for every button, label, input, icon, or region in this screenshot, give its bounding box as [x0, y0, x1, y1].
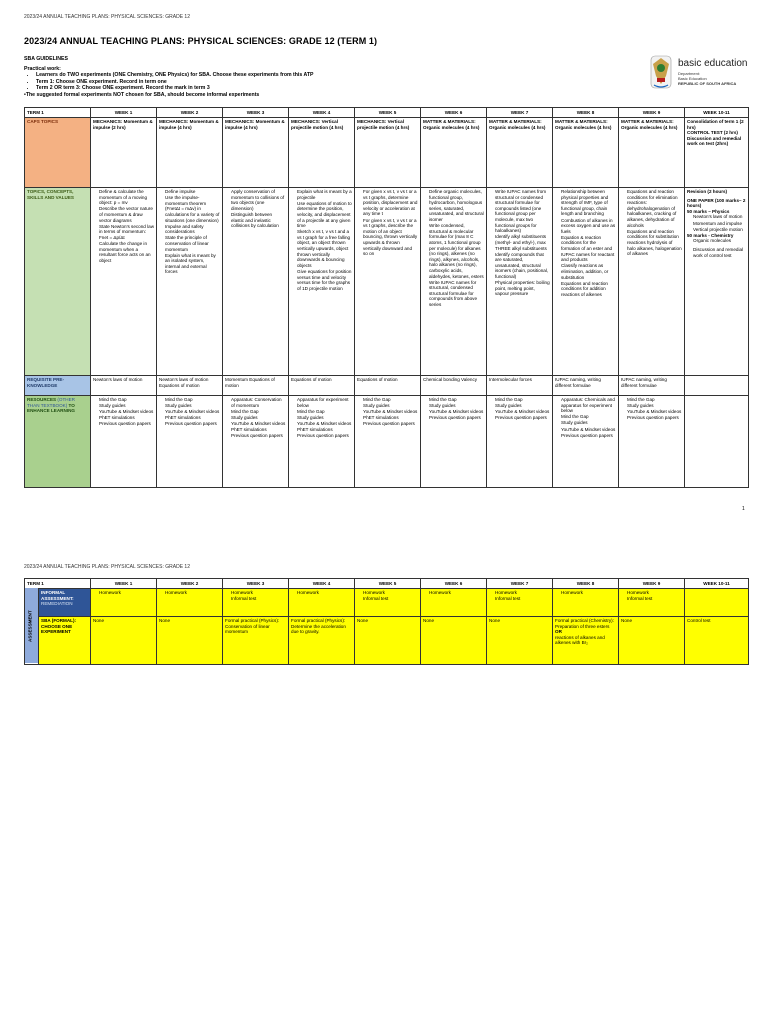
- informal-cell: [421, 588, 487, 616]
- topics-cell: [553, 187, 619, 375]
- week-header: WEEK 10-11: [685, 579, 749, 589]
- resources-cell: [553, 395, 619, 487]
- sba-cell: Control test: [685, 616, 749, 664]
- bullet-item: • Homework: [495, 590, 550, 596]
- revision-line: Revision (2 hours): [687, 189, 728, 195]
- resources-list: [489, 397, 550, 421]
- bullet-item: • Identify compounds that are saturated, unsaturated, structural isomers (chain, positional, functional): [495, 252, 550, 280]
- informal-cell: [619, 588, 685, 616]
- week-header: WEEK 7: [487, 579, 553, 589]
- informal-cell: [355, 588, 421, 616]
- assessment-side-label: ASSESSMENT: [25, 588, 39, 664]
- topics-cell: [289, 187, 355, 375]
- topics-cell: [421, 187, 487, 375]
- caps-cell: MECHANICS: Vertical projectile motion (4 hrs): [289, 117, 355, 187]
- week-header: WEEK 2: [157, 579, 223, 589]
- requisite-cell: Equations of motion: [289, 375, 355, 395]
- bullet-item: • YouTube & Mindset videos: [231, 421, 286, 427]
- running-header: 2023/24 ANNUAL TEACHING PLANS: PHYSICAL SCIENCES: GRADE 12: [24, 14, 190, 20]
- informal-list: [423, 590, 484, 596]
- bullet-item: • Informal test: [627, 596, 682, 602]
- sba-cell: None: [355, 616, 421, 664]
- requisite-label: REQUISITE PRE-KNOWLEDGE: [25, 375, 91, 395]
- requisite-row: [25, 375, 749, 395]
- informal-cell: [223, 588, 289, 616]
- sba-heading: SBA GUIDELINES: [24, 56, 68, 62]
- caps-cell: MATTER & MATERIALS: Organic molecules (4 hrs): [619, 117, 685, 187]
- bullet-item: • Give equations for position versus time and velocity versus time for the graphs of 1D projectile motion: [297, 269, 352, 291]
- sba-guidelines: [24, 56, 624, 99]
- resources-list: [93, 397, 154, 427]
- bullet-item: • Mind the Gap: [231, 409, 286, 415]
- topics-cell: [223, 187, 289, 375]
- sba-chem-line2: Preparation of three esters: [555, 623, 610, 629]
- topics-cell: [487, 187, 553, 375]
- bullet-item: • Apparatus: Chemicals and apparatus for experiment below: [561, 397, 616, 414]
- bullet-item: • Previous question papers: [561, 433, 616, 439]
- bullet-item: • Previous question papers: [231, 433, 286, 439]
- requisite-cell: Momentum Equations of motion: [223, 375, 289, 395]
- informal-cell: [289, 588, 355, 616]
- bullet-item: • PhET simulations: [363, 415, 418, 421]
- informal-list: [621, 590, 682, 602]
- bullet-item: • Identify alkyl substituents (methyl- and ethyl-), max THREE alkyl substituents: [495, 234, 550, 251]
- sba-bullet: • Learners do TWO experiments (ONE Chemistry, ONE Physics) for SBA. Choose these experiments from this ATP: [36, 72, 624, 79]
- bullet-item: • YouTube & Mindset videos: [363, 409, 418, 415]
- running-header: 2023/24 ANNUAL TEACHING PLANS: PHYSICAL SCIENCES: GRADE 12: [24, 564, 190, 570]
- topics-list: [159, 189, 220, 275]
- week-header: WEEK 7: [487, 108, 553, 118]
- resources-cell: [619, 395, 685, 487]
- sba-formal-label: SBA (FORMAL): CHOOSE ONE EXPERIMENT: [39, 616, 91, 664]
- resources-row: [25, 395, 749, 487]
- bullet-item: • PhET simulations: [297, 427, 352, 433]
- coat-of-arms-icon: [648, 54, 674, 90]
- bullet-item: • Homework: [297, 590, 352, 596]
- bullet-item: • Apply conservation of momentum to collisions of two objects (one dimension): [231, 189, 286, 211]
- bullet-item: • Homework: [561, 590, 616, 596]
- caps-cell: MATTER & MATERIALS: Organic molecules (4 hrs): [487, 117, 553, 187]
- sba-cell: None: [157, 616, 223, 664]
- sba-cell: None: [619, 616, 685, 664]
- week-header: WEEK 8: [553, 579, 619, 589]
- page-title: 2023/24 ANNUAL TEACHING PLANS: PHYSICAL SCIENCES: GRADE 12 (TERM 1): [24, 36, 378, 46]
- informal-label-text: INFORMAL ASSESSMENT:: [41, 590, 74, 601]
- topics-list: [93, 189, 154, 263]
- informal-assessment-row: [25, 588, 749, 616]
- term-label: TERM 1: [25, 579, 91, 589]
- caps-topics-row: [25, 117, 749, 187]
- caps-cell: MECHANICS: Momentum & impulse (2 hrs): [91, 117, 157, 187]
- bullet-item: • Previous question papers: [99, 421, 154, 427]
- bullet-item: • Use equations of motion to determine the position, velocity, and displacement of a projectile at any given time: [297, 201, 352, 229]
- chemistry-marks: 50 marks - Chemistry: [687, 232, 734, 238]
- bullet-item: • Physical properties: boiling point, melting point, vapour pressure: [495, 280, 550, 297]
- resources-list: [159, 397, 220, 427]
- week-header: WEEK 9: [619, 108, 685, 118]
- resources-label: [25, 395, 91, 487]
- resources-list: [423, 397, 484, 421]
- logo-line1: Department:: [678, 71, 701, 76]
- resources-cell: [223, 395, 289, 487]
- bullet-item: • Previous question papers: [363, 421, 418, 427]
- week-header: WEEK 6: [421, 108, 487, 118]
- sba-chem-or: OR: [555, 629, 562, 635]
- consolidation-line: Consolidation of term 1 (2 hrs): [687, 119, 744, 130]
- bullet-item: • Classify reactions as elimination, addition, or substitution: [561, 263, 616, 280]
- page-two: [0, 560, 768, 680]
- dbe-logo: [648, 52, 748, 96]
- bullet-item: • Homework: [363, 590, 418, 596]
- bullet-item: • Use the impulse-momentum theorem (FnetΔt = mΔv) in calculations for a variety of situations (one dimension): [165, 195, 220, 223]
- bullet-item: • Study guides: [363, 403, 418, 409]
- week-header: WEEK 3: [223, 579, 289, 589]
- bullet-item: • Study guides: [165, 403, 220, 409]
- week-header: WEEK 4: [289, 108, 355, 118]
- bullet-item: • Homework: [99, 590, 154, 596]
- topics-list: [225, 189, 286, 229]
- bullet-item: • Mind the Gap: [297, 409, 352, 415]
- bullet-item: • YouTube & Mindset videos: [561, 427, 616, 433]
- topics-cell: [619, 187, 685, 375]
- requisite-cell: Newton's laws of motion: [91, 375, 157, 395]
- bullet-item: • Newton's laws of motion: [693, 214, 746, 220]
- bullet-item: • PhET simulations: [165, 415, 220, 421]
- sba-cell: None: [487, 616, 553, 664]
- bullet-item: • Combustion of alkanes in excess oxygen and use as fuels: [561, 218, 616, 235]
- topics-row: [25, 187, 749, 375]
- bullet-item: • Previous question papers: [297, 433, 352, 439]
- sba-formal-row: [25, 616, 749, 664]
- requisite-cell: [685, 375, 749, 395]
- resources-cell: [91, 395, 157, 487]
- caps-cell: MATTER & MATERIALS: Organic molecules (4 hrs): [553, 117, 619, 187]
- bullet-item: • Homework: [429, 590, 484, 596]
- week-header: WEEK 10-11: [685, 108, 749, 118]
- week-header-row: [25, 579, 749, 589]
- week-header: WEEK 1: [91, 579, 157, 589]
- logo-brand: basic education: [678, 58, 748, 69]
- page-number: 1: [742, 506, 745, 512]
- informal-label: [39, 588, 91, 616]
- caps-cell-consolidation: [685, 117, 749, 187]
- physics-items: [687, 214, 746, 232]
- bullet-item: • Mind the Gap: [627, 397, 682, 403]
- bullet-item: • Discussion and remedial work of control test: [693, 247, 746, 258]
- bullet-item: • Momentum and impulse: [693, 221, 746, 227]
- topics-cell: [355, 187, 421, 375]
- caps-cell: MECHANICS: Momentum & impulse (4 hrs): [223, 117, 289, 187]
- bullet-item: • Explain what is meant by an isolated system, internal and external forces: [165, 253, 220, 275]
- week-header: WEEK 5: [355, 579, 421, 589]
- logo-line3: REPUBLIC OF SOUTH AFRICA: [678, 80, 737, 86]
- logo-dept: [678, 72, 736, 86]
- bullet-item: • Apparatus: Conservation of momentum: [231, 397, 286, 408]
- paper-line: ONE PAPER (100 marks– 2 hours): [687, 197, 746, 209]
- bullet-item: • Apparatus for experiment below: [297, 397, 352, 408]
- term-label: TERM 1: [25, 108, 91, 118]
- term1-plan-table: [24, 107, 749, 488]
- topics-list: [291, 189, 352, 291]
- informal-cell: [157, 588, 223, 616]
- bullet-item: • Previous question papers: [165, 421, 220, 427]
- topics-cell: [91, 187, 157, 375]
- bullet-item: • Study guides: [495, 403, 550, 409]
- informal-cell: [685, 588, 749, 616]
- topics-list: [621, 189, 682, 257]
- bullet-item: • Previous question papers: [495, 415, 550, 421]
- bullet-item: • Previous question papers: [627, 415, 682, 421]
- bullet-item: • Study guides: [99, 403, 154, 409]
- discussion-line: Discussion and remedial work on test (2hrs): [687, 135, 742, 147]
- bullet-item: • Sketch x vs t, v vs t and a vs t graph for a free falling object, an object thrown vertically upwards, object thrown vertically downwards & bouncing objects: [297, 229, 352, 268]
- caps-topics-label: CAPS TOPICS: [25, 117, 91, 187]
- week-header: WEEK 4: [289, 579, 355, 589]
- bullet-item: • Mind the Gap: [165, 397, 220, 403]
- bullet-item: • Previous question papers: [429, 415, 484, 421]
- bullet-item: • Calculate the change in momentum when a resultant force acts on an object: [99, 241, 154, 263]
- requisite-cell: Newton's laws of motion Equations of motion: [157, 375, 223, 395]
- resources-list: [291, 397, 352, 439]
- resources-list: [225, 397, 286, 439]
- week-header: WEEK 8: [553, 108, 619, 118]
- resources-list: [621, 397, 682, 421]
- bullet-item: • Relationship between physical properties and strength of IMF, type of functional group, chain length and branching: [561, 189, 616, 217]
- sba-cell: Formal practical (Physics): Conservation of linear momentum: [223, 616, 289, 664]
- bullet-item: • Impulse and safety considerations: [165, 224, 220, 235]
- resources-cell: [421, 395, 487, 487]
- week-header: WEEK 9: [619, 579, 685, 589]
- bullet-item: • Write condensed, structural & molecular formulae for (max 8 C atoms, 1 functional group per molecule) for alkanes (no rings), alkenes (no rings), alkynes, alcohols, halo alkanes (no rings), carboxylic acids, aldehydes, ketones, esters: [429, 223, 484, 279]
- bullet-item: • Study guides: [561, 420, 616, 426]
- caps-cell: MECHANICS: Momentum & impulse (4 hrs): [157, 117, 223, 187]
- bullet-item: • Organic molecules: [693, 238, 746, 244]
- sba-cell: None: [91, 616, 157, 664]
- physics-marks: 50 marks – Physics: [687, 208, 730, 214]
- bullet-item: • Write IUPAC names for structural, condensed structural formulae for compounds from above series: [429, 280, 484, 308]
- bullet-item: • YouTube & Mindset videos: [297, 421, 352, 427]
- sba-bullet: • Term 2 OR term 3: Choose ONE experiment. Record the mark in term 3: [36, 85, 624, 92]
- informal-list: [555, 590, 616, 596]
- bullet-item: • State Newton's second law in terms of momentum: Fnet = Δp/Δt: [99, 224, 154, 241]
- practical-label: Practical work:: [24, 65, 61, 72]
- bullet-item: • Equations and reaction conditions for addition reactions of alkenes: [561, 281, 616, 298]
- week-header-row: [25, 108, 749, 118]
- topics-label: TOPICS, CONCEPTS, SKILLS AND VALUES: [25, 187, 91, 375]
- bullet-item: • Mind the Gap: [99, 397, 154, 403]
- bullet-item: • For given x vs t, v vs t or a vs t graphs, determine position, displacement and velocity or acceleration at any time t: [363, 189, 418, 217]
- requisite-cell: Equations of motion: [355, 375, 421, 395]
- resources-list: [357, 397, 418, 427]
- bullet-item: • Mind the Gap: [429, 397, 484, 403]
- bullet-item: • Informal test: [231, 596, 286, 602]
- bullet-item: • Equation & reaction conditions for the formation of an ester and IUPAC names for reactant and products: [561, 235, 616, 263]
- informal-list: [489, 590, 550, 602]
- topics-list: [357, 189, 418, 257]
- caps-cell: MATTER & MATERIALS: Organic molecules (4 hrs): [421, 117, 487, 187]
- sba-bullet: • Term 1: Choose ONE experiment. Record in term one: [36, 79, 624, 86]
- resources-list: [555, 397, 616, 438]
- bullet-item: • YouTube & Mindset videos: [627, 409, 682, 415]
- resources-cell: [685, 395, 749, 487]
- bullet-item: • For given x vs t, v vs t or a vs t graphs, describe the motion of an object bouncing, thrown vertically upwards & thrown vertically downward and so on: [363, 218, 418, 257]
- topics-list: [555, 189, 616, 297]
- informal-list: [357, 590, 418, 602]
- resources-label-end: TO ENHANCE LEARNING: [27, 402, 75, 414]
- bullet-item: • PhET simulations: [231, 427, 286, 433]
- sba-cell-chemistry: [553, 616, 619, 664]
- bullet-item: • Informal test: [495, 596, 550, 602]
- informal-list: [225, 590, 286, 602]
- bullet-item: • Homework: [627, 590, 682, 596]
- informal-list: [93, 590, 154, 596]
- sba-cell: None: [421, 616, 487, 664]
- bullet-item: • Mind the Gap: [363, 397, 418, 403]
- chemistry-items: [687, 238, 746, 244]
- bullet-item: • Equations and reaction conditions for substitution reactions hydrolysis of halo alkanes, halogenation of alkanes: [627, 229, 682, 257]
- bullet-item: • Vertical projectile motion: [693, 227, 746, 233]
- logo-line2: Basic Education: [678, 75, 707, 81]
- bullet-item: • Study guides: [297, 415, 352, 421]
- bullet-item: • Mind the Gap: [561, 414, 616, 420]
- bullet-item: • YouTube & Mindset videos: [165, 409, 220, 415]
- bullet-item: • Study guides: [429, 403, 484, 409]
- topics-cell: [157, 187, 223, 375]
- bullet-item: • Mind the Gap: [495, 397, 550, 403]
- sba-cell: Formal practical (Physics): Determine the acceleration due to gravity.: [289, 616, 355, 664]
- resources-label-sub: (OTHER THAN TEXTBOOK): [27, 397, 75, 408]
- topics-list: [489, 189, 550, 297]
- sba-chem-line3: reactions of alkanes and alkenes with Br₂: [555, 634, 605, 646]
- bullet-item: • Study guides: [231, 415, 286, 421]
- sba-chem-line1: Formal practical (Chemistry):: [555, 618, 614, 624]
- bullet-item: • YouTube & Mindset videos: [429, 409, 484, 415]
- informal-list: [159, 590, 220, 596]
- topics-list: [423, 189, 484, 307]
- week-header: WEEK 6: [421, 579, 487, 589]
- bullet-item: • Homework: [165, 590, 220, 596]
- requisite-cell: Intermolecular forces: [487, 375, 553, 395]
- control-test-line: CONTROL TEST (2 hrs): [687, 130, 738, 136]
- bullet-item: • Homework: [231, 590, 286, 596]
- informal-cell: [487, 588, 553, 616]
- bullet-item: • PhET simulations: [99, 415, 154, 421]
- bullet-item: • Write IUPAC names from structural or condensed structural formulae for compounds listed (one functional group per molecule, max two functional groups for haloalkanes): [495, 189, 550, 234]
- caps-cell: MECHANICS: Vertical projectile motion (4 hrs): [355, 117, 421, 187]
- bullet-item: • Equations and reaction conditions for elimination reactions: dehydrohalogenation of haloalkanes, cracking of alkanes, dehydration of alcohols: [627, 189, 682, 228]
- bullet-item: • Describe the vector nature of momentum & draw vector diagrams: [99, 206, 154, 223]
- bullet-item: • State the principle of conservation of linear momentum: [165, 235, 220, 252]
- informal-cell: [91, 588, 157, 616]
- assessment-table: [24, 578, 749, 665]
- bullet-item: • Define & calculate the momentum of a moving object: p = mv: [99, 189, 154, 206]
- bullet-item: • YouTube & Mindset videos: [99, 409, 154, 415]
- informal-cell: [553, 588, 619, 616]
- bullet-item: • YouTube & Mindset videos: [495, 409, 550, 415]
- topics-cell-revision: [685, 187, 749, 375]
- resources-cell: [157, 395, 223, 487]
- bullet-item: • Define organic molecules, functional group, hydrocarbon, homologous series, saturated, unsaturated, and structural isomer: [429, 189, 484, 223]
- week-header: WEEK 2: [157, 108, 223, 118]
- remediation-label: REMEDIATION: [41, 601, 73, 607]
- informal-list: [291, 590, 352, 596]
- week-header: WEEK 5: [355, 108, 421, 118]
- requisite-cell: IUPAC naming, writing different formulae: [553, 375, 619, 395]
- bullet-item: • Distinguish between elastic and inelastic collisions by calculation: [231, 212, 286, 229]
- bullet-item: • Define impulse: [165, 189, 220, 195]
- week-header: WEEK 3: [223, 108, 289, 118]
- bullet-item: • Study guides: [627, 403, 682, 409]
- resources-label-main: RESOURCES: [27, 397, 57, 403]
- requisite-cell: Chemical bonding Valency: [421, 375, 487, 395]
- discussion-items: [687, 247, 746, 258]
- requisite-cell: IUPAC naming, writing different formulae: [619, 375, 685, 395]
- sba-note: •The suggested formal experiments NOT chosen for SBA, should become informal experiments: [24, 91, 260, 98]
- week-header: WEEK 1: [91, 108, 157, 118]
- bullet-item: • Informal test: [363, 596, 418, 602]
- resources-cell: [289, 395, 355, 487]
- resources-cell: [487, 395, 553, 487]
- resources-cell: [355, 395, 421, 487]
- bullet-item: • Explain what is meant by a projectile: [297, 189, 352, 200]
